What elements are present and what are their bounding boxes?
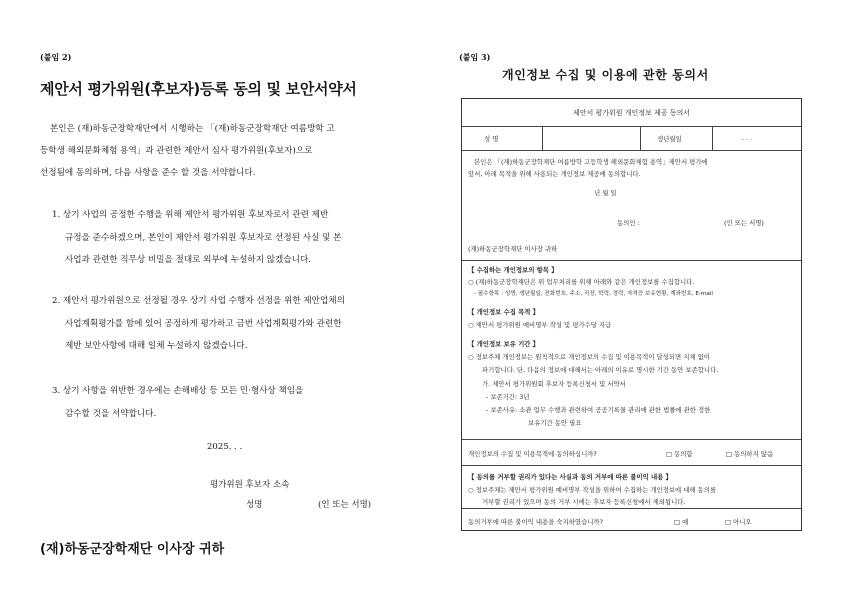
section-line: - 보존기간: 3년 — [486, 393, 530, 401]
page-title: 제안서 평가위원(후보자)등록 동의 및 보안서약서 — [40, 80, 357, 98]
section-line: ○ 정보주체는 제안서 평가위원 예비명부 작성을 위하여 수집하는 개인정보에 대해 동의를 — [468, 486, 717, 494]
consent-line: 앞서, 아래 목적을 위해 사용되는 개인정보 제공에 동의합니다. — [468, 170, 641, 178]
signature-name-label: 성명 — [246, 500, 263, 510]
divider — [712, 126, 713, 150]
pledge-line: 감수할 것을 서약합니다. — [65, 408, 157, 419]
divider — [462, 439, 801, 440]
intro-line: 선정됨에 동의하며, 다음 사항을 준수 할 것을 서약합니다. — [40, 168, 256, 178]
attachment-tag: (붙임 3) — [459, 52, 491, 62]
section-line: 보유기간 동안 필요 — [528, 419, 582, 427]
pledge-item-2 — [52, 290, 387, 358]
pledge-item-3 — [52, 380, 387, 425]
pledge-line: 3. 상기 사항을 위반한 경우에는 손해배상 등 모든 민·형사상 책임을 — [52, 386, 304, 396]
pledge-date: 2025. . . — [207, 442, 243, 452]
dob-label: 생년월일 — [657, 135, 682, 143]
page-title: 개인정보 수집 및 이용에 관한 동의서 — [502, 68, 709, 82]
intro-line: 본인은 (재)하동군장학재단에서 시행하는 「(재)하동군장학재단 여름방학 고 — [50, 124, 335, 134]
no-checkbox[interactable]: □ 아니오 — [725, 518, 752, 526]
section-title: 【 수집하는 개인정보의 항목 】 — [468, 266, 558, 274]
section-title: 【 개인정보 보유 기간 】 — [468, 340, 540, 348]
attachment-tag: (붙임 2) — [40, 52, 72, 62]
section-line: 거부할 권리가 있으며 동의 거부 시에는 후보자 등록신청에서 제외됩니다. — [482, 498, 686, 506]
agree-checkbox[interactable]: □ 동의함 — [666, 450, 693, 458]
consent-question: 개인정보의 수집 및 이용목적에 동의하십니까? — [468, 450, 597, 458]
yes-checkbox[interactable]: □ 예 — [674, 518, 689, 526]
signature-note: (인 또는 서명) — [318, 500, 372, 510]
pledge-line: 2. 제안서 평가위원으로 선정될 경우 상기 사업 수행자 선정을 위한 제안업체의 — [52, 296, 345, 306]
name-field[interactable] — [546, 129, 636, 147]
consent-date: 년 월 일 — [594, 189, 617, 197]
section-line: ○ 제안서 평가위원 예비명부 작성 및 평가수당 지급 — [468, 321, 612, 329]
divider — [462, 465, 801, 466]
pledge-line: 사업계획평가를 함에 있어 공정하게 평가하고 금번 사업계획평가와 관련한 — [65, 318, 342, 329]
intro-paragraph — [40, 118, 385, 184]
section-line: 가. 제안서 평가위원회 후보자 등록신청서 및 서약서 — [482, 380, 626, 388]
section-line: - 필수항목 : 성명, 생년월일, 전화번호, 주소, 직장, 학력, 경력, 자격증 보유현황, 계좌번호, E-mail — [474, 291, 713, 297]
pledge-line: 규정을 준수하겠으며, 본인이 제안서 평가위원 후보자로 선정된 사실 및 본 — [65, 232, 342, 243]
divider — [462, 126, 801, 127]
dob-field[interactable]: . . . — [742, 134, 753, 142]
consent-form — [461, 98, 802, 531]
pledge-line: 1. 상기 사업의 공정한 수행을 위해 제안서 평가위원 후보자로서 관련 제반 — [52, 210, 329, 220]
acknowledge-question: 동의거부에 따른 불이익 내용을 숙지하였습니까? — [468, 518, 603, 526]
section-line: 파기합니다. 단, 다음의 정보에 대해서는 아래의 이유로 명시한 기간 동안 보존합니다. — [482, 366, 719, 374]
name-label: 성 명 — [484, 135, 499, 143]
divider — [640, 126, 641, 150]
pledge-line: 사업과 관련한 직무상 비밀을 절대로 외부에 누설하지 않겠습니다. — [65, 255, 311, 265]
intro-line: 등학생 해외문화체험 용역」과 관련한 제안서 심사 평가위원(후보자)으로 — [40, 146, 313, 156]
section-title: 【 동의를 거부할 권리가 있다는 사실과 동의 거부에 따른 불이익 내용 】 — [468, 473, 672, 481]
section-title: 【 개인정보 수집 목적 】 — [468, 308, 540, 316]
consent-line: 본인은 「(재)하동군장학재단 여름방학 고등학생 해외문화체험 용역」제안서 평가에 — [474, 158, 708, 166]
section-line: ○ 정보주체 개인정보는 원칙적으로 개인정보의 수집 및 이용목적이 달성되면 지체 없이 — [468, 353, 710, 361]
divider — [462, 260, 801, 261]
pledge-line: 제반 보안사항에 대해 일체 누설하지 않겠습니다. — [65, 341, 248, 351]
section-line: - 보존사유: 소관 업무 수행과 관련하여 공공기록물 관리에 관한 법률에 관한 정한 — [486, 406, 711, 414]
divider — [462, 508, 801, 509]
divider — [542, 126, 543, 150]
divider — [462, 150, 801, 151]
disagree-checkbox[interactable]: □ 동의하지 않음 — [726, 450, 774, 458]
addressee-footer: (재)하동군장학재단 이사장 귀하 — [40, 542, 225, 557]
candidate-affiliation-label: 평가위원 후보자 소속 — [210, 480, 290, 490]
consenter-label: 동의인 : — [617, 219, 640, 227]
form-title: 제안서 평가위원 개인정보 제공 동의서 — [572, 109, 691, 117]
pledge-item-1 — [52, 204, 387, 272]
addressee: (재)하동군장학재단 이사장 귀하 — [468, 245, 558, 253]
consenter-signature-note: (인 또는 서명) — [724, 219, 764, 227]
section-line: ○ (재)하동군장학재단은 위 업무처리를 위해 아래와 같은 개인정보를 수집합니다. — [468, 278, 695, 286]
